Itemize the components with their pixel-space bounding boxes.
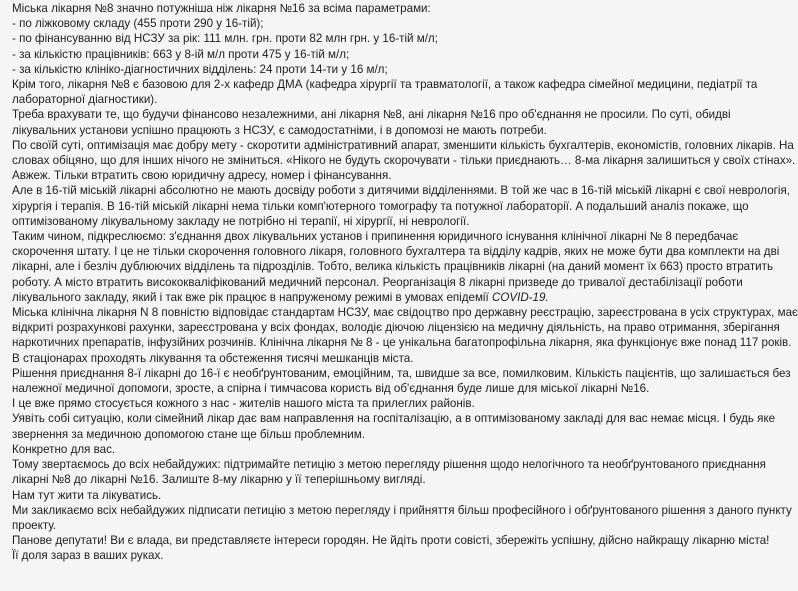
funding-item: - по фінансуванню від НСЗУ за рік: 111 млн. грн. проти 82 млн грн. у 16-тій м/л;	[12, 32, 438, 46]
situation-paragraph: Уявіть собі ситуацію, коли сімейний лікар дає вам направлення на госпіталізацію, а в оптимізованому закладі для вас немає місця. І будь яке звернення за медичною допомогою стане ще більш проблемним.	[12, 412, 776, 441]
appeal-paragraph: Тому звертаємось до всіх небайдужих: підтримайте петицію з метою перегляду рішення щодо нелогічного та необґрунтованого приєднання лікарні №8 до лікарні №16. Залиште 8-му лікарню у її теперішньому вигляді.	[12, 458, 766, 487]
staff-count-item: - за кількістю працівників: 663 у 8-ій м/л проти 475 у 16-тій м/л;	[12, 47, 350, 61]
intro-paragraph: Міська лікарня №8 значно потужніша ніж лікарня №16 за всіма параметрами:	[12, 2, 431, 15]
staff-reduction-text: Таким чином, підкреслюємо: з'єднання двох лікувальних установ і припинення юридичного існування клінічної лікарні № 8 передбачає скорочення штату. І це не тільки скорочення головного лікаря, головного бухгалтера та відділу кадрів, яких не може бути два комплекти на дві лікарні, але і безліч дублюючих відділень та підрозділів. Тобто, велика кількість працівників лікарні (на даний момент їх 663) просто втратить роботу. А місто втратить висококваліфікований медичний персонал. Реорганізація 8 лікарні призведе до тривалої дестабілізації роботи лікувального закладу, який і так вже рік працює в напруженому режимі в умовах епідемії	[12, 230, 780, 304]
covid-term: COVID-19.	[491, 290, 549, 304]
closing-line: Її доля зараз в ваших руках.	[12, 549, 164, 563]
departments-base-paragraph: Крім того, лікарня №8 є базовою для 2-х кафедр ДМА (кафедра хірургії та травматології, а також кафедра сімейної медицини, педіатрії та лабораторної діагностики).	[12, 78, 758, 107]
deputies-paragraph: Панове депутати! Ви є влада, ви представляєте інтереси городян. Не йдіть проти совісті, збережіть успішну, дійсно найкращу лікарню міста!	[12, 534, 770, 548]
standards-paragraph: Міська клінічна лікарня N 8 повністю відповідає стандартам НСЗУ, має свідоцтво про державну реєстрацію, зареєстрована в усіх структурах, має відкриті розрахункові рахунки, зареєстрована у всіх фондах, володіє діючою ліцензією на медичну діяльність, на право отримання, зберігання наркотичних препаратів, інфузійних розчинів. Клінічна лікарня № 8 - це унікальна багатопрофільна лікарня, яка функціонує вже понад 117 років. В стаціонарах проходять лікування та обстеження тисячі мешканців міста.	[12, 306, 798, 365]
departments-item: - за кількістю клініко-діагностичних відділень: 24 проти 14-ти у 16 м/л;	[12, 62, 388, 76]
staff-reduction-paragraph	[12, 229, 798, 305]
optimization-paragraph: По своїй суті, оптимізація має добру мету - скоротити адміністративний апарат, зменшити кількість бухгалтерів, економістів, головних лікарів. На словах обіцяно, що для інших нічого не зміниться. «Нікого не будуть скорочувати - тільки приєднають… 8-ма лікарня залишиться у своїх стінах». Авжеж. Тільки втратить свою юридичну адресу, номер і фінансування.	[12, 138, 796, 183]
residents-paragraph: І це вже прямо стосується кожного з нас - жителів нашого міста та прилеглих районів.	[12, 397, 475, 411]
live-here-line: Нам тут жити та лікуватись.	[12, 488, 162, 502]
decision-paragraph: Рішення приєднання 8-ї лікарні до 16-ї є необґрунтованим, емоційним, та, швидше за все, помилковим. Кількість пацієнтів, що залишається без належної медичної допомоги, зросте, а спірна і тимчасова користь від об'єднання буде лише для міської лікарні №16.	[12, 366, 791, 396]
specifically-line: Конкретно для вас.	[12, 442, 116, 456]
pediatrics-paragraph: Але в 16-тій міській лікарні абсолютно не мають досвіду роботи з дитячими відділеннями. В той же час в 16-тій міській лікарні є свої неврологія, хірургія і терапія. В 16-тій міській лікарні нема тільки комп'ютерного томографу та потужної лабораторії. А подальший аналіз покаже, що оптимізованому лікувальному закладу не потрібно ні терапії, ні хірургії, ні неврології.	[12, 184, 790, 228]
call-to-sign-paragraph: Ми закликаємо всіх небайдужих підписати петицію з метою перегляду і прийняття більш професійного і обґрунтованого рішення з даного пункту проекту.	[12, 503, 792, 532]
independence-paragraph: Треба врахувати те, що будучи фінансово незалежними, ані лікарня №8, ані лікарня №16 про об'єднання не просили. По суті, обидві лікувальних установи успішно працюють з НСЗУ, є самодостатніми, і в допомозі не мають потреби.	[12, 108, 731, 137]
bed-count-item: - по ліжковому складу (455 проти 290 у 16-тій);	[12, 17, 264, 31]
